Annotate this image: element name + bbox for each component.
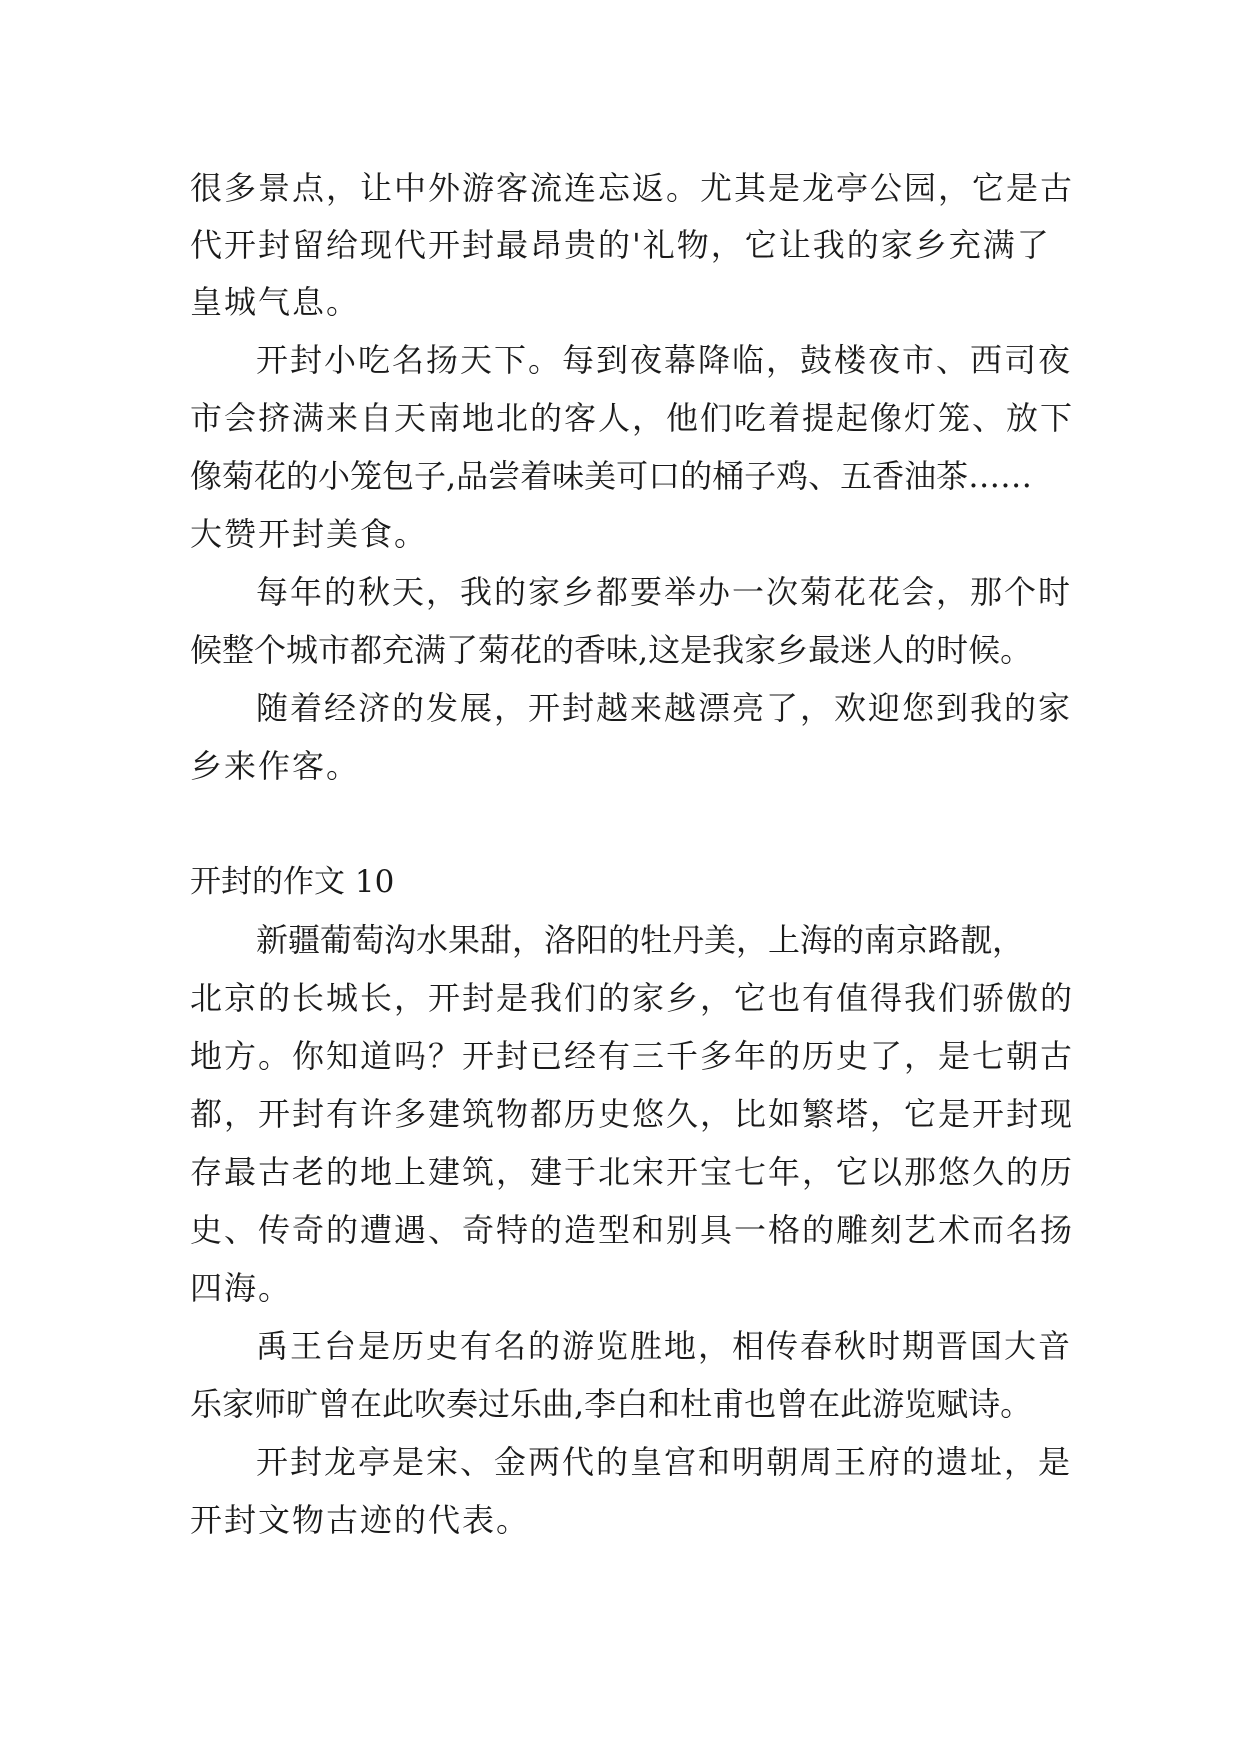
text-line: 史、传奇的遭遇、奇特的造型和别具一格的雕刻艺术而名扬 xyxy=(190,1211,1075,1249)
text-line: 四海。 xyxy=(190,1269,293,1307)
paragraph-first-line: 开封小吃名扬天下。每到夜幕降临，鼓楼夜市、西司夜 xyxy=(256,341,1073,379)
text-line: 地方。你知道吗？开封已经有三千多年的历史了，是七朝古 xyxy=(190,1037,1075,1075)
text-line: 北京的长城长，开封是我们的家乡，它也有值得我们骄傲的 xyxy=(190,979,1075,1017)
paragraph-first-line: 新疆葡萄沟水果甜，洛阳的牡丹美，上海的南京路靓， xyxy=(256,921,1025,959)
text-line: 像菊花的小笼包子,品尝着味美可口的桶子鸡、五香油茶…… xyxy=(190,457,1033,495)
text-line: 皇城气息。 xyxy=(190,283,361,321)
text-line: 乐家师旷曾在此吹奏过乐曲,李白和杜甫也曾在此游览赋诗。 xyxy=(190,1385,1033,1423)
text-line: 都，开封有许多建筑物都历史悠久，比如繁塔，它是开封现 xyxy=(190,1095,1075,1133)
section-heading: 开封的作文 10 xyxy=(190,864,395,900)
text-line: 市会挤满来自天南地北的客人，他们吃着提起像灯笼、放下 xyxy=(190,399,1075,437)
text-line: 开封文物古迹的代表。 xyxy=(190,1501,531,1539)
text-line: 代开封留给现代开封最昂贵的'礼物，它让我的家乡充满了 xyxy=(190,226,1051,264)
text-line: 乡来作客。 xyxy=(190,747,361,785)
text-line: 候整个城市都充满了菊花的香味,这是我家乡最迷人的时候。 xyxy=(190,631,1033,669)
paragraph-first-line: 开封龙亭是宋、金两代的皇宫和明朝周王府的遗址，是 xyxy=(256,1443,1073,1481)
paragraph-first-line: 随着经济的发展，开封越来越漂亮了，欢迎您到我的家 xyxy=(256,689,1073,727)
paragraph-first-line: 每年的秋天，我的家乡都要举办一次菊花花会，那个时 xyxy=(256,573,1073,611)
text-line: 大赞开封美食。 xyxy=(190,515,429,553)
paragraph-first-line: 禹王台是历史有名的游览胜地，相传春秋时期晋国大音 xyxy=(256,1327,1073,1365)
text-line: 很多景点，让中外游客流连忘返。尤其是龙亭公园，它是古 xyxy=(190,169,1075,207)
text-line: 存最古老的地上建筑，建于北宋开宝七年，它以那悠久的历 xyxy=(190,1153,1075,1191)
